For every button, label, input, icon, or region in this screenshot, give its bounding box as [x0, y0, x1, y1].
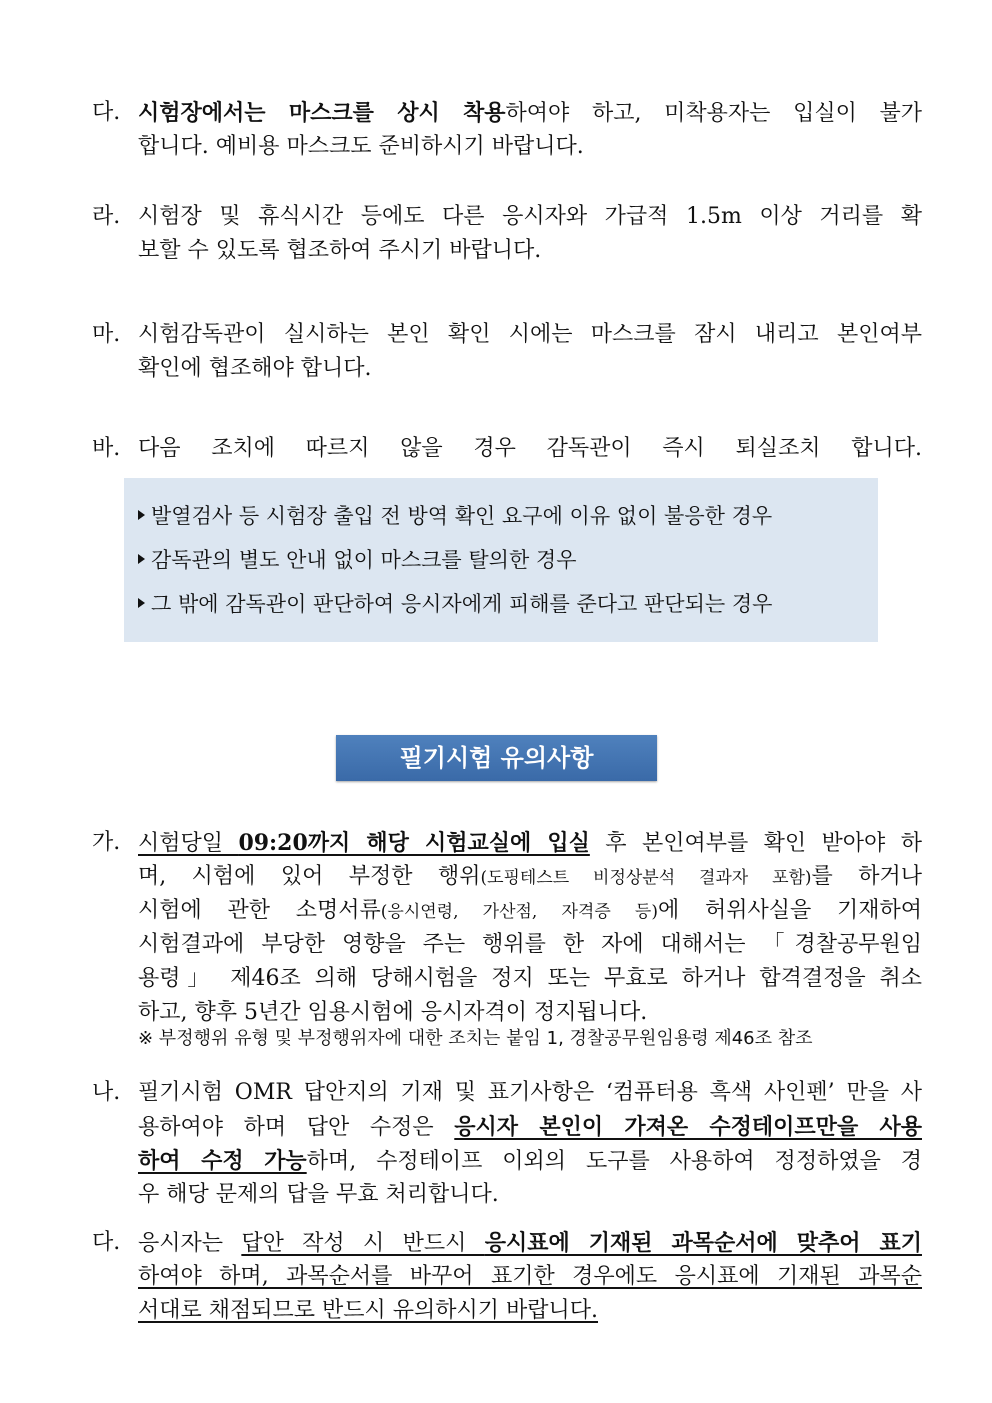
text-segment: 에 허위사실을 기재하여 [657, 898, 922, 923]
notice-item [92, 318, 922, 386]
item-marker: 바. [92, 436, 121, 461]
item-marker: 다. [92, 1230, 121, 1255]
item-marker: 나. [92, 1080, 121, 1105]
text-segment: 하며, 수정테이프 이외의 도구를 사용하여 정정하였을 경 [306, 1149, 922, 1174]
item-marker: 마. [92, 322, 121, 347]
item-line [138, 96, 922, 130]
item-line [138, 1110, 922, 1144]
text-segment: 용하여야 하며 답안 수정은 [138, 1115, 455, 1140]
text-segment: 후 본인여부를 확인 받아야 하 [589, 831, 922, 856]
text-segment: 하고, 향후 5년간 임용시험에 응시자격이 정지됩니다. [138, 1000, 648, 1025]
item-marker: 라. [92, 204, 121, 229]
item-line [138, 962, 922, 996]
notice-item [92, 1226, 922, 1328]
text-segment: 하여 수정 가능 [138, 1148, 307, 1174]
item-line [138, 432, 922, 466]
item-line [138, 1226, 922, 1260]
item-marker: 가. [92, 830, 121, 855]
section-title-banner: 필기시험 유의사항 [336, 735, 657, 781]
item-line [138, 1178, 922, 1212]
notice-item [92, 1076, 922, 1212]
notice-item [92, 96, 922, 164]
item-line [138, 1260, 922, 1294]
text-segment: 확인에 협조해야 합니다. [138, 356, 372, 381]
item-marker: 다. [92, 100, 121, 125]
item-line [138, 234, 922, 268]
notice-item [92, 200, 922, 268]
item-line [138, 894, 922, 928]
text-segment: 필기시험 OMR 답안지의 기재 및 표기사항은 ‘컴퓨터용 흑색 사인펜’ 만을 사 [138, 1080, 922, 1105]
text-segment: 시험결과에 부당한 영향을 주는 행위를 한 자에 대해서는 「경찰공무원임 [138, 932, 922, 957]
item-line [138, 352, 922, 386]
triangle-bullet-icon [138, 510, 145, 520]
notice-item [92, 432, 922, 466]
text-segment: 하여야 하고, 미착용자는 입실이 불가 [505, 101, 922, 126]
item-line [138, 860, 922, 894]
text-segment: 응시자 본인이 가져온 수정테이프만을 사용 [454, 1114, 922, 1140]
item-line [138, 200, 922, 234]
text-segment: 시험장에서는 마스크를 상시 착용 [138, 100, 506, 126]
text-segment: (도핑테스트 비정상분석 결과자 포함) [480, 868, 812, 888]
text-segment: 응시자는 [138, 1231, 242, 1256]
item-line [138, 1076, 922, 1110]
reference-note: ※ 부정행위 유형 및 부정행위자에 대한 조치는 붙임 1, 경찰공무원임용령 제46조 참조 [138, 1028, 813, 1049]
text-segment: 시험에 관한 소명서류 [138, 898, 381, 923]
text-segment: 용령」 제46조 의해 당해시험을 정지 또는 무효로 하거나 합격결정을 취소 [138, 966, 922, 991]
condition-item: 그 밖에 감독관이 판단하여 응시자에게 피해를 준다고 판단되는 경우 [138, 588, 772, 618]
text-segment: 09:20까지 해당 시험교실에 입실 [238, 830, 590, 856]
item-line [138, 1144, 922, 1178]
condition-item: 발열검사 등 시험장 출입 전 방역 확인 요구에 이유 없이 불응한 경우 [138, 500, 772, 530]
notice-item [92, 826, 922, 1030]
triangle-bullet-icon [138, 598, 145, 608]
text-segment: 보할 수 있도록 협조하여 주시기 바랍니다. [138, 238, 542, 263]
triangle-bullet-icon [138, 554, 145, 564]
item-line [138, 826, 922, 860]
text-segment: 시험감독관이 실시하는 본인 확인 시에는 마스크를 잠시 내리고 본인여부 [138, 322, 922, 347]
text-segment: 서대로 채점되므로 반드시 유의하시기 바랍니다. [138, 1298, 599, 1323]
text-segment: 시험당일 [138, 831, 239, 856]
text-segment: (응시연령, 가산점, 자격증 등) [380, 902, 658, 922]
text-segment: 하여야 하며, 과목순서를 바꾸어 표기한 경우에도 응시표에 기재된 과목순 [138, 1264, 922, 1289]
text-segment: 합니다. 예비용 마스크도 준비하시기 바랍니다. [138, 134, 584, 159]
text-segment: 우 해당 문제의 답을 무효 처리합니다. [138, 1182, 499, 1207]
dismissal-conditions-box [124, 478, 878, 642]
text-segment: 시험장 및 휴식시간 등에도 다른 응시자와 가급적 1.5m 이상 거리를 확 [138, 204, 922, 229]
condition-item: 감독관의 별도 안내 없이 마스크를 탈의한 경우 [138, 544, 576, 574]
text-segment: 답안 작성 시 반드시 [241, 1231, 485, 1256]
item-line [138, 318, 922, 352]
text-segment: 를 하거나 [811, 864, 922, 889]
text-segment: 다음 조치에 따르지 않을 경우 감독관이 즉시 퇴실조치 합니다. [138, 436, 922, 461]
text-segment: 응시표에 기재된 과목순서에 맞추어 표기 [484, 1230, 922, 1256]
item-line [138, 1294, 922, 1328]
item-line [138, 130, 922, 164]
text-segment: 며, 시험에 있어 부정한 행위 [138, 864, 481, 889]
item-line [138, 928, 922, 962]
